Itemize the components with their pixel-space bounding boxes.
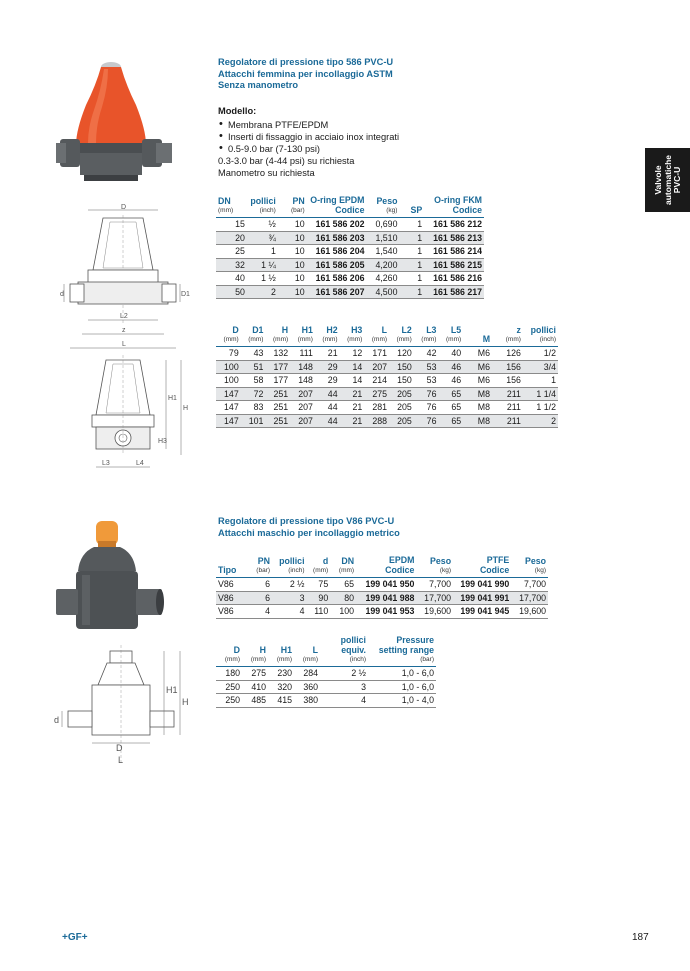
- table-cell: 1,540: [366, 245, 399, 259]
- table-cell: 1: [247, 245, 278, 259]
- table-cell: 281: [364, 401, 389, 415]
- table-cell: 207: [290, 387, 315, 401]
- dim-label-D: D: [116, 743, 123, 753]
- table-cell: 156: [492, 374, 523, 388]
- table-cell: 177: [265, 374, 290, 388]
- col-header: pollici (inch): [523, 325, 558, 347]
- col-header: L5 (mm): [438, 325, 463, 347]
- table-cell: M8: [463, 401, 492, 415]
- table-row: [216, 694, 436, 708]
- table-cell: 42: [414, 347, 439, 361]
- table-cell: 10: [278, 245, 307, 259]
- col-header: H2 (mm): [315, 325, 340, 347]
- table-cell: 3: [272, 591, 306, 605]
- col-header: pollici equiv. (inch): [320, 635, 368, 667]
- table-row: [216, 401, 558, 415]
- table-cell: 150: [389, 374, 414, 388]
- table-cell: 250: [216, 680, 242, 694]
- table-cell: 100: [216, 374, 241, 388]
- side-tab-line: PVC-U: [671, 166, 682, 194]
- table-cell: 40: [438, 347, 463, 361]
- table-cell: 251: [265, 414, 290, 428]
- col-header: DN (mm): [330, 555, 356, 578]
- model-note: Manometro su richiesta: [218, 168, 315, 178]
- table-cell: 275: [364, 387, 389, 401]
- table-cell: 21: [315, 347, 340, 361]
- table-cell: 1 ½: [247, 272, 278, 286]
- table-cell: 2: [523, 414, 558, 428]
- table-cell: 110: [307, 605, 331, 619]
- table-cell: 44: [315, 414, 340, 428]
- table-row: [216, 667, 436, 681]
- table-cell: V86: [216, 578, 246, 592]
- table-cell: ½: [247, 218, 278, 232]
- col-header: DN (mm): [216, 195, 247, 218]
- dim-label-d: d: [60, 291, 64, 298]
- col-header: L (mm): [364, 325, 389, 347]
- table-cell: 51: [241, 360, 266, 374]
- bullet-item: • 0.5-9.0 bar (7-130 psi): [218, 143, 399, 155]
- dim-label-H1: H1: [166, 685, 178, 695]
- table-cell: 205: [389, 401, 414, 415]
- table-cell: 15: [216, 218, 247, 232]
- table-cell: 1/2: [523, 347, 558, 361]
- dim-label-z: z: [122, 327, 126, 334]
- model-note: 0.3-3.0 bar (4-44 psi) su richiesta: [218, 156, 355, 166]
- table-cell: 10: [278, 231, 307, 245]
- table-cell: 320: [268, 680, 294, 694]
- section2-title-line1: Regolatore di pressione tipo V86 PVC-U: [218, 516, 395, 526]
- table-cell: 46: [438, 374, 463, 388]
- table-cell: V86: [216, 605, 246, 619]
- table-cell: 177: [265, 360, 290, 374]
- table-cell: 2 ½: [272, 578, 306, 592]
- table-cell: 1,510: [366, 231, 399, 245]
- table-cell: 75: [307, 578, 331, 592]
- table-cell: 65: [438, 414, 463, 428]
- table-cell: 199 041 953: [356, 605, 416, 619]
- table-cell: 199 041 991: [453, 591, 511, 605]
- dim-label-H1: H1: [168, 395, 177, 402]
- table-cell: 53: [414, 360, 439, 374]
- col-header: Peso (kg): [366, 195, 399, 218]
- table-cell: 6: [246, 578, 272, 592]
- table-cell: 161 586 204: [307, 245, 367, 259]
- table-cell: 44: [315, 401, 340, 415]
- table-cell: 101: [241, 414, 266, 428]
- table-cell: 12: [340, 347, 365, 361]
- table-cell: 211: [492, 414, 523, 428]
- table-cell: M8: [463, 387, 492, 401]
- table-cell: 100: [216, 360, 241, 374]
- col-header: EPDM Codice: [356, 555, 416, 578]
- section1-title-line1: Regolatore di pressione tipo 586 PVC-U: [218, 57, 394, 67]
- col-header: H (mm): [242, 635, 268, 667]
- table-cell: 485: [242, 694, 268, 708]
- table-row: [216, 231, 484, 245]
- table-cell: 150: [389, 360, 414, 374]
- table-cell: V86: [216, 591, 246, 605]
- table-cell: 50: [216, 285, 247, 299]
- table-cell: 3: [320, 680, 368, 694]
- table-cell: 4,200: [366, 258, 399, 272]
- dim-label-L2: L2: [120, 313, 128, 320]
- table-cell: 205: [389, 414, 414, 428]
- table-cell: 275: [242, 667, 268, 681]
- col-header: H1 (mm): [268, 635, 294, 667]
- col-header: d (mm): [307, 555, 331, 578]
- table-row: [216, 414, 558, 428]
- table-cell: 6: [246, 591, 272, 605]
- dim-label-L: L: [118, 755, 124, 765]
- regulator-v86-drawing: [52, 643, 192, 768]
- table-cell: 1: [399, 285, 424, 299]
- table-cell: 10: [278, 285, 307, 299]
- table-cell: 76: [414, 414, 439, 428]
- table-cell: 230: [268, 667, 294, 681]
- table-cell: 4: [320, 694, 368, 708]
- section2-title: [218, 516, 400, 539]
- table-cell: 29: [315, 374, 340, 388]
- col-header: O-ring FKM Codice: [424, 195, 484, 218]
- table-cell: 21: [340, 387, 365, 401]
- table-cell: 44: [315, 387, 340, 401]
- table-cell: 1: [399, 218, 424, 232]
- table-cell: 19,600: [416, 605, 453, 619]
- table-row: [216, 680, 436, 694]
- table-cell: 207: [290, 414, 315, 428]
- col-header: H3 (mm): [340, 325, 365, 347]
- table-cell: M6: [463, 374, 492, 388]
- table-cell: 251: [265, 401, 290, 415]
- col-header: D1 (mm): [241, 325, 266, 347]
- table-cell: 161 586 215: [424, 258, 484, 272]
- table-cell: ¾: [247, 231, 278, 245]
- table-cell: 2 ½: [320, 667, 368, 681]
- table-cell: 161 586 216: [424, 272, 484, 286]
- dim-label-L4: L4: [136, 460, 144, 467]
- table-row: [216, 272, 484, 286]
- table-cell: 80: [330, 591, 356, 605]
- table-cell: 4: [272, 605, 306, 619]
- model-bullets: [218, 119, 399, 155]
- dim-label-D: D: [121, 204, 127, 211]
- table-cell: 161 586 212: [424, 218, 484, 232]
- table-cell: 199 041 988: [356, 591, 416, 605]
- table-cell: 0,690: [366, 218, 399, 232]
- table-row: [216, 347, 558, 361]
- table-cell: 19,600: [511, 605, 548, 619]
- table-586-codes: [216, 195, 484, 299]
- table-cell: 90: [307, 591, 331, 605]
- table-cell: 251: [265, 387, 290, 401]
- table-cell: 1: [399, 231, 424, 245]
- table-cell: 21: [340, 401, 365, 415]
- dim-label-H: H: [182, 697, 189, 707]
- table-cell: 20: [216, 231, 247, 245]
- table-row: [216, 605, 548, 619]
- table-cell: 1,0 - 6,0: [368, 667, 436, 681]
- col-header: L2 (mm): [389, 325, 414, 347]
- table-cell: 17,700: [416, 591, 453, 605]
- table-cell: 83: [241, 401, 266, 415]
- table-cell: 126: [492, 347, 523, 361]
- table-cell: 147: [216, 401, 241, 415]
- table-cell: 21: [340, 414, 365, 428]
- table-cell: 1 1/4: [523, 387, 558, 401]
- table-cell: 171: [364, 347, 389, 361]
- table-cell: 46: [438, 360, 463, 374]
- table-row: [216, 360, 558, 374]
- table-cell: 214: [364, 374, 389, 388]
- table-cell: 199 041 990: [453, 578, 511, 592]
- table-cell: 207: [364, 360, 389, 374]
- col-header: H1 (mm): [290, 325, 315, 347]
- table-cell: 1: [399, 245, 424, 259]
- category-side-tab: [645, 148, 690, 212]
- bullet-item: • Inserti di fissaggio in acciaio inox integrati: [218, 131, 399, 143]
- table-cell: 10: [278, 258, 307, 272]
- table-cell: 360: [294, 680, 320, 694]
- table-cell: 1,0 - 4,0: [368, 694, 436, 708]
- table-cell: 207: [290, 401, 315, 415]
- table-cell: 161 586 203: [307, 231, 367, 245]
- table-cell: 14: [340, 374, 365, 388]
- table-row: [216, 245, 484, 259]
- table-cell: 10: [278, 272, 307, 286]
- col-header: Peso (kg): [511, 555, 548, 578]
- table-cell: 148: [290, 374, 315, 388]
- col-header: PTFE Codice: [453, 555, 511, 578]
- table-cell: 7,700: [416, 578, 453, 592]
- table-cell: 3/4: [523, 360, 558, 374]
- dim-label-d: d: [54, 715, 60, 725]
- col-header: O-ring EPDM Codice: [307, 195, 367, 218]
- col-header: z (mm): [492, 325, 523, 347]
- table-row: [216, 387, 558, 401]
- table-cell: 161 586 214: [424, 245, 484, 259]
- col-header: Tipo: [216, 555, 246, 578]
- table-cell: 43: [241, 347, 266, 361]
- regulator-v86-photo: [56, 515, 166, 640]
- table-cell: 415: [268, 694, 294, 708]
- table-cell: 1: [399, 272, 424, 286]
- table-cell: 161 586 206: [307, 272, 367, 286]
- table-cell: M6: [463, 360, 492, 374]
- table-cell: 199 041 950: [356, 578, 416, 592]
- col-header: D (mm): [216, 325, 241, 347]
- table-cell: 32: [216, 258, 247, 272]
- col-header: pollici (inch): [247, 195, 278, 218]
- dim-label-H3: H3: [158, 438, 167, 445]
- side-tab-line: automatiche: [661, 154, 672, 206]
- table-cell: 147: [216, 387, 241, 401]
- table-cell: 79: [216, 347, 241, 361]
- table-cell: 29: [315, 360, 340, 374]
- table-cell: 148: [290, 360, 315, 374]
- dim-label-D1: D1: [181, 291, 190, 298]
- table-cell: 7,700: [511, 578, 548, 592]
- table-cell: 156: [492, 360, 523, 374]
- table-cell: 161 586 202: [307, 218, 367, 232]
- table-cell: 4,260: [366, 272, 399, 286]
- table-row: [216, 374, 558, 388]
- section2-title-line2: Attacchi maschio per incollaggio metrico: [218, 527, 400, 538]
- table-cell: 410: [242, 680, 268, 694]
- table-cell: 161 586 217: [424, 285, 484, 299]
- model-block: [218, 105, 399, 179]
- table-cell: M8: [463, 414, 492, 428]
- table-cell: 161 586 213: [424, 231, 484, 245]
- table-cell: 40: [216, 272, 247, 286]
- model-heading: Modello:: [218, 106, 257, 116]
- dim-label-L: L: [122, 341, 126, 348]
- side-tab-text: [653, 155, 682, 205]
- table-cell: 65: [438, 387, 463, 401]
- table-cell: 65: [330, 578, 356, 592]
- gf-logo: +GF+: [62, 932, 88, 943]
- table-cell: 17,700: [511, 591, 548, 605]
- table-cell: 161 586 205: [307, 258, 367, 272]
- table-cell: 1 1/2: [523, 401, 558, 415]
- table-row: [216, 578, 548, 592]
- col-header: Pressure setting range (bar): [368, 635, 436, 667]
- table-v86-dimensions: [216, 635, 436, 708]
- table-cell: 250: [216, 694, 242, 708]
- table-row: [216, 258, 484, 272]
- col-header: M: [463, 325, 492, 347]
- side-tab-line: Valvole: [652, 165, 663, 195]
- table-cell: 288: [364, 414, 389, 428]
- table-cell: 25: [216, 245, 247, 259]
- table-586-dimensions: [216, 325, 558, 428]
- table-cell: M6: [463, 347, 492, 361]
- table-cell: 1: [523, 374, 558, 388]
- table-cell: 100: [330, 605, 356, 619]
- table-cell: 14: [340, 360, 365, 374]
- table-cell: 111: [290, 347, 315, 361]
- table-cell: 132: [265, 347, 290, 361]
- table-cell: 199 041 945: [453, 605, 511, 619]
- table-cell: 53: [414, 374, 439, 388]
- col-header: SP: [399, 195, 424, 218]
- table-cell: 211: [492, 387, 523, 401]
- table-cell: 284: [294, 667, 320, 681]
- table-cell: 4,500: [366, 285, 399, 299]
- table-row: [216, 218, 484, 232]
- table-cell: 1 ¼: [247, 258, 278, 272]
- table-cell: 120: [389, 347, 414, 361]
- table-cell: 380: [294, 694, 320, 708]
- col-header: H (mm): [265, 325, 290, 347]
- table-cell: 211: [492, 401, 523, 415]
- section1-title-line3: Senza manometro: [218, 80, 299, 90]
- table-cell: 147: [216, 414, 241, 428]
- col-header: pollici (inch): [272, 555, 306, 578]
- section1-title: [218, 57, 393, 92]
- regulator-586-photo: [56, 55, 206, 185]
- page-number: 187: [632, 932, 649, 943]
- table-cell: 10: [278, 218, 307, 232]
- regulator-586-drawing-front: [78, 355, 198, 477]
- col-header: D (mm): [216, 635, 242, 667]
- col-header: L (mm): [294, 635, 320, 667]
- table-row: [216, 591, 548, 605]
- section1-title-line2: Attacchi femmina per incollaggio ASTM: [218, 68, 393, 79]
- table-v86-codes: [216, 555, 548, 619]
- col-header: PN (bar): [278, 195, 307, 218]
- col-header: Peso (kg): [416, 555, 453, 578]
- table-cell: 4: [246, 605, 272, 619]
- table-cell: 180: [216, 667, 242, 681]
- table-cell: 1,0 - 6,0: [368, 680, 436, 694]
- table-cell: 65: [438, 401, 463, 415]
- table-cell: 1: [399, 258, 424, 272]
- table-cell: 2: [247, 285, 278, 299]
- col-header: PN (bar): [246, 555, 272, 578]
- table-cell: 72: [241, 387, 266, 401]
- table-cell: 58: [241, 374, 266, 388]
- dim-label-L3: L3: [102, 460, 110, 467]
- table-cell: 76: [414, 387, 439, 401]
- col-header: L3 (mm): [414, 325, 439, 347]
- regulator-586-drawing-side: [58, 200, 193, 360]
- table-cell: 205: [389, 387, 414, 401]
- dim-label-H: H: [183, 405, 189, 412]
- table-cell: 161 586 207: [307, 285, 367, 299]
- table-cell: 76: [414, 401, 439, 415]
- bullet-item: • Membrana PTFE/EPDM: [218, 119, 399, 131]
- table-row: [216, 285, 484, 299]
